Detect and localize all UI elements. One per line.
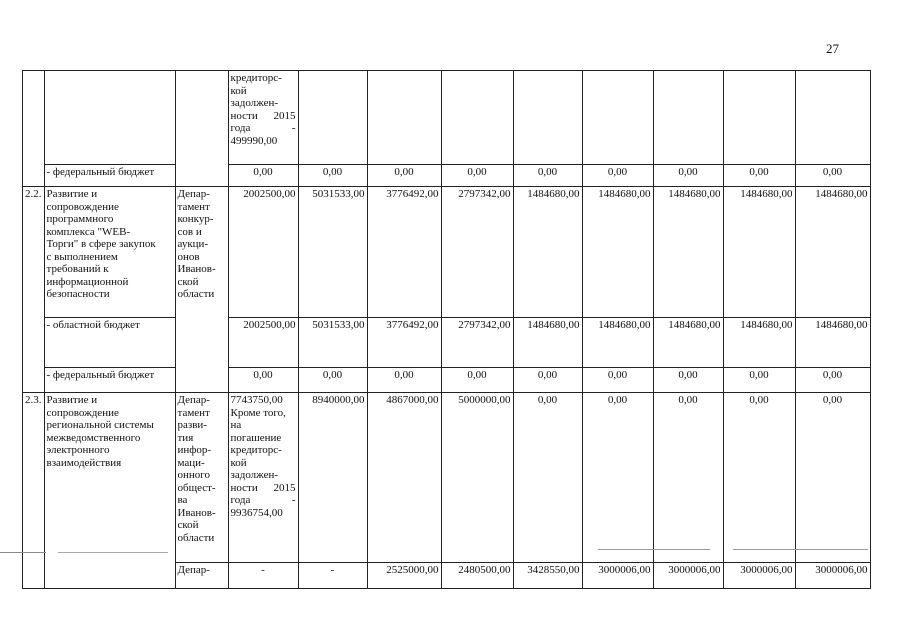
table-row: [23, 393, 871, 563]
table-cell: 1484680,00: [653, 318, 723, 368]
table-row: [23, 187, 871, 318]
row-index: 2.3.: [23, 393, 45, 589]
table-cell: 5031533,00: [298, 318, 367, 368]
table-cell: 3000006,00: [723, 563, 795, 589]
table-cell: 4867000,00: [367, 393, 441, 563]
table-cell: -: [298, 563, 367, 589]
table-cell: 0,00: [228, 165, 298, 187]
table-cell: 0,00: [513, 368, 582, 393]
page-number: 27: [826, 41, 839, 56]
table-cell: 3428550,00: [513, 563, 582, 589]
table-cell: 0,00: [795, 165, 870, 187]
row-index: 2.2.: [23, 187, 45, 393]
row-title: Развитие и сопровождение программного комплекса "WEB- Торги" в сфере закупок с выполнением требований к информационной безопасности: [44, 187, 175, 318]
executor: Депар- тамент разви- тия инфор- маци- онного общест- ва Иванов- ской области: [175, 393, 228, 563]
table-cell: 5031533,00: [298, 187, 367, 318]
first-value-note: 7743750,00 Кроме того, на погашение кредиторс- кой задолжен- ности 2015 года - 9936754,00: [228, 393, 298, 563]
table-cell: 0,00: [723, 368, 795, 393]
executor: Депар-: [175, 563, 228, 589]
scan-line: [733, 549, 868, 550]
table-cell: 3776492,00: [367, 318, 441, 368]
table-cell: 0,00: [795, 368, 870, 393]
table-cell: 0,00: [653, 368, 723, 393]
table-cell: 5000000,00: [441, 393, 513, 563]
table-cell: 2797342,00: [441, 187, 513, 318]
table-cell: 0,00: [653, 165, 723, 187]
table-cell: 0,00: [653, 393, 723, 563]
table-cell: 1484680,00: [795, 187, 870, 318]
table-cell: 3000006,00: [582, 563, 653, 589]
table-cell: 0,00: [795, 393, 870, 563]
row-label: - федеральный бюджет: [44, 368, 175, 393]
table-row: [23, 368, 871, 393]
table-cell: 2525000,00: [367, 563, 441, 589]
table-row: [23, 165, 871, 187]
table-cell: 1484680,00: [723, 318, 795, 368]
row-label: - областной бюджет: [44, 318, 175, 368]
table-cell: 1484680,00: [513, 187, 582, 318]
scan-line: [598, 549, 710, 550]
table-cell: 0,00: [513, 393, 582, 563]
table-cell: 0,00: [582, 393, 653, 563]
table-cell: 1484680,00: [795, 318, 870, 368]
table-cell: 8940000,00: [298, 393, 367, 563]
table-cell: 0,00: [298, 165, 367, 187]
table-cell: 2797342,00: [441, 318, 513, 368]
table-cell: 0,00: [367, 368, 441, 393]
table-cell: 1484680,00: [653, 187, 723, 318]
table-cell: 0,00: [298, 368, 367, 393]
table-cell: 1484680,00: [582, 187, 653, 318]
table-cell: 0,00: [367, 165, 441, 187]
row-label: - федеральный бюджет: [44, 165, 175, 187]
table-cell: 0,00: [723, 393, 795, 563]
table-cell: 1484680,00: [723, 187, 795, 318]
continuation-note: кредиторс- кой задолжен- ности 2015 года - 499990,00: [228, 71, 298, 165]
table-row: [23, 318, 871, 368]
table-cell: 1484680,00: [582, 318, 653, 368]
table-cell: -: [228, 563, 298, 589]
scan-line: [58, 552, 168, 553]
table-cell: 0,00: [582, 368, 653, 393]
table-cell: 3000006,00: [653, 563, 723, 589]
table-cell: 0,00: [723, 165, 795, 187]
table-row: [23, 71, 871, 165]
table-cell: 0,00: [441, 165, 513, 187]
table-cell: 0,00: [513, 165, 582, 187]
table-cell: 0,00: [228, 368, 298, 393]
table-cell: 2002500,00: [228, 318, 298, 368]
table-cell: 0,00: [441, 368, 513, 393]
table-cell: 0,00: [582, 165, 653, 187]
table-cell: 3000006,00: [795, 563, 870, 589]
table-cell: 3776492,00: [367, 187, 441, 318]
table-cell: 1484680,00: [513, 318, 582, 368]
budget-table: [22, 70, 871, 589]
executor: Депар- тамент конкур- сов и аукци- онов Иванов- ской области: [175, 187, 228, 393]
table-cell: 2002500,00: [228, 187, 298, 318]
table-cell: 2480500,00: [441, 563, 513, 589]
row-title: Развитие и сопровождение региональной системы межведомственного электронного взаимодействия: [44, 393, 175, 589]
scan-line: [0, 552, 46, 553]
